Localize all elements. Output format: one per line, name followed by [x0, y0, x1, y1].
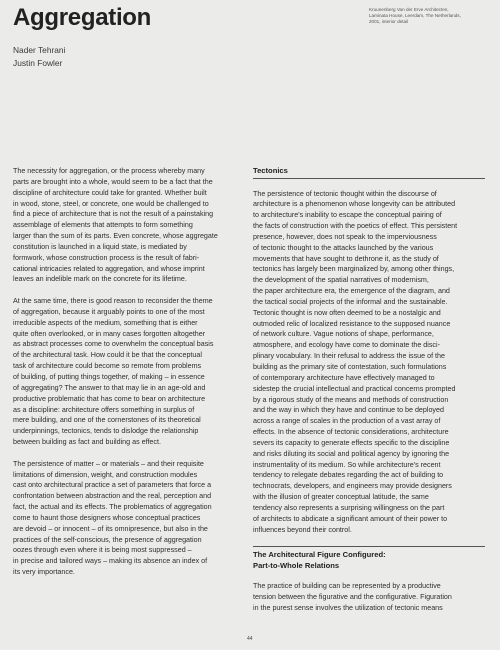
text-line: the facts of construction with the poetics of effect. This persistent [253, 222, 458, 231]
caption-line: 2001, interior detail [369, 19, 409, 25]
text-line: between building as fact and building as effect. [13, 438, 161, 447]
text-line: atmosphere, and ecology have come to dominate the disci- [253, 341, 440, 350]
page-title: Aggregation [13, 4, 152, 31]
text-line: are devoid – or innocent – of its omnipresence, but also in the [13, 524, 208, 533]
text-line: of aggregating? The answer to that may lie in an age-old and [13, 383, 206, 392]
text-line: find a piece of architecture that is not the result of a painstaking [13, 210, 214, 219]
text-line: fact, the actual and its effects. The problematics of aggregation [13, 503, 212, 512]
text-line: movements that have sought to dethrone it, as the study of [253, 254, 439, 263]
text-line: its very importance. [13, 568, 75, 577]
text-line: leaves an indelible mark on the concrete for its lifetime. [13, 275, 187, 284]
author-name: Justin Fowler [13, 57, 63, 68]
text-line: Tectonic thought is now often deemed to be a nostalgic and [253, 308, 441, 317]
page-number: 44 [247, 636, 253, 642]
text-line: practices of the self-conscious, the presence of aggregation [13, 535, 202, 544]
text-line: sidestep the crucial intellectual and practical concerns prompted [253, 384, 456, 393]
text-line: and the way in which they have and continue to be deployed [253, 406, 444, 415]
text-line: severs its capacity to generate effects specific to the discipline [253, 438, 450, 447]
body-paragraph [253, 189, 485, 536]
text-line: the paper architecture era, the emergence of the diagram, and [253, 287, 450, 296]
text-line: The persistence of matter – or materials – and their requisite [13, 459, 204, 468]
text-line: of tectonic thought to the attacks launched by the various [253, 243, 434, 252]
right-text-column [253, 166, 485, 625]
text-line: presence, however, does not speak to the imperviousness [253, 232, 437, 241]
text-line: instrumentality of its medium. So while architecture's recent [253, 460, 441, 469]
text-line: constitution is launched in a liquid state, is mediated by [13, 242, 187, 251]
left-text-column [13, 166, 238, 589]
text-line: to architecture's inability to escape the conceptual pairing of [253, 211, 442, 220]
text-line: outmoded relic of localized resistance to the supposed nuance [253, 319, 451, 328]
text-line: with the illusion of greater conceptual latitude, the same [253, 493, 429, 502]
text-line: by a rigorous study of the means and methods of construction [253, 395, 449, 404]
text-line: tendency to relegate debates regarding the act of building to [253, 471, 444, 480]
text-line: in wood, stone, steel, or concrete, one would be challenged to [13, 199, 209, 208]
text-line: task of architecture could become so remote from problems [13, 362, 202, 371]
text-line: in the purest sense involves the utilization of tectonic means [253, 603, 443, 612]
text-line: tension between the figurative and the configurative. Figuration [253, 593, 452, 602]
text-line: the tactical social projects of the informal and the sustainable. [253, 297, 448, 306]
heading-rule [253, 546, 485, 547]
caption-line: Laminata House, Leerdam, The Netherlands, [369, 13, 461, 19]
text-line: effects. In the absence of tectonic considerations, architecture [253, 428, 449, 437]
text-line: and risks diluting its social and political agency by ignoring the [253, 449, 450, 458]
text-line: influences beyond their control. [253, 525, 352, 534]
text-line: cational intricacies related to aggregation, and whose imprint [13, 264, 205, 273]
text-line: technocrats, developers, and engineers may provide designers [253, 482, 452, 491]
caption-line: Kruunenberg Van der Erve Architecten, [369, 7, 449, 12]
text-line: parts are brought into a whole, would seem to be a fact that the [13, 177, 213, 186]
text-line: tendency also represents a surprising willingness on the part [253, 503, 445, 512]
body-paragraph [253, 581, 485, 614]
text-line: building as the primary site of contestation, such formulations [253, 363, 447, 371]
body-paragraph [13, 296, 238, 448]
heading-rule [253, 178, 485, 179]
text-line: of network culture. Vague notions of shape, performance, [253, 330, 434, 339]
author-list [13, 44, 65, 69]
text-line: underpinnings, tectonics, tends to dislodge the relationship [13, 427, 199, 436]
text-line: in precise and tailored ways – making its absence an index of [13, 557, 208, 566]
text-line: of building, of putting things together, of making – in essence [13, 372, 205, 381]
text-line: as abstract processes come to overwhelm the conceptual basis [13, 340, 214, 349]
text-line: cast onto architectural practice a set of parameters that force a [13, 481, 212, 490]
author-name: Nader Tehrani [13, 45, 66, 55]
text-line: of architects to abdicate a significant amount of their power to [253, 514, 448, 523]
text-line: confrontation between abstraction and the real, perception and [13, 492, 212, 501]
section-heading-block [253, 546, 485, 571]
text-line: plinary vocabulary. In their refusal to address the issue of the [253, 352, 445, 361]
text-line: discipline of architecture could take for granted. Whether built [13, 188, 207, 197]
section-heading: Tectonics [253, 166, 288, 175]
text-line: formwork, whose construction process is the result of fabri- [13, 253, 200, 262]
text-line: mere building, and one of the cornerstones of its theoretical [13, 416, 201, 425]
text-line: across a range of scales in the production of a vast array of [253, 417, 441, 426]
text-line: productive problematic that has come to bear on architecture [13, 394, 206, 403]
text-line: assemblage of elements that attempts to form something [13, 221, 193, 230]
text-line: architecture is a phenomenon whose longevity can be attributed [253, 200, 456, 209]
text-line: come to haunt those designers whose conceptual practices [13, 513, 201, 522]
image-caption [369, 7, 499, 26]
text-line: The necessity for aggregation, or the process whereby many [13, 167, 205, 175]
text-line: quite often overlooked, or in many cases forgotten altogether [13, 329, 206, 338]
text-line: the development of the spatial narratives of modernism, [253, 276, 429, 285]
text-line: larger than the sum of its parts. Even concrete, whose aggregate [13, 232, 218, 241]
text-line: of aggregation, because it arguably points to one of the most [13, 307, 205, 316]
text-line: irreducible aspects of the medium, something that is either [13, 318, 198, 327]
text-line: of contemporary architecture have effectively managed to [253, 373, 435, 382]
body-paragraph [13, 166, 238, 285]
body-paragraph [13, 459, 238, 578]
text-line: The practice of building can be represented by a productive [253, 582, 441, 591]
text-line: tectonics has largely been marginalized by, among other things, [253, 265, 455, 274]
section-heading-line: The Architectural Figure Configured: [253, 550, 386, 560]
section-heading-line: Part-to-Whole Relations [253, 560, 340, 570]
text-line: At the same time, there is good reason to reconsider the theme [13, 297, 213, 306]
text-line: oozes through even where it is being most suppressed – [13, 546, 192, 555]
text-line: limitations of dimension, weight, and construction modules [13, 470, 198, 479]
text-line: The persistence of tectonic thought within the discourse of [253, 189, 437, 198]
text-line: of the architectural task. How could it be that the conceptual [13, 351, 202, 360]
section-heading-block [253, 166, 485, 179]
text-line: as a discipline: architecture offers something in surplus of [13, 405, 195, 414]
